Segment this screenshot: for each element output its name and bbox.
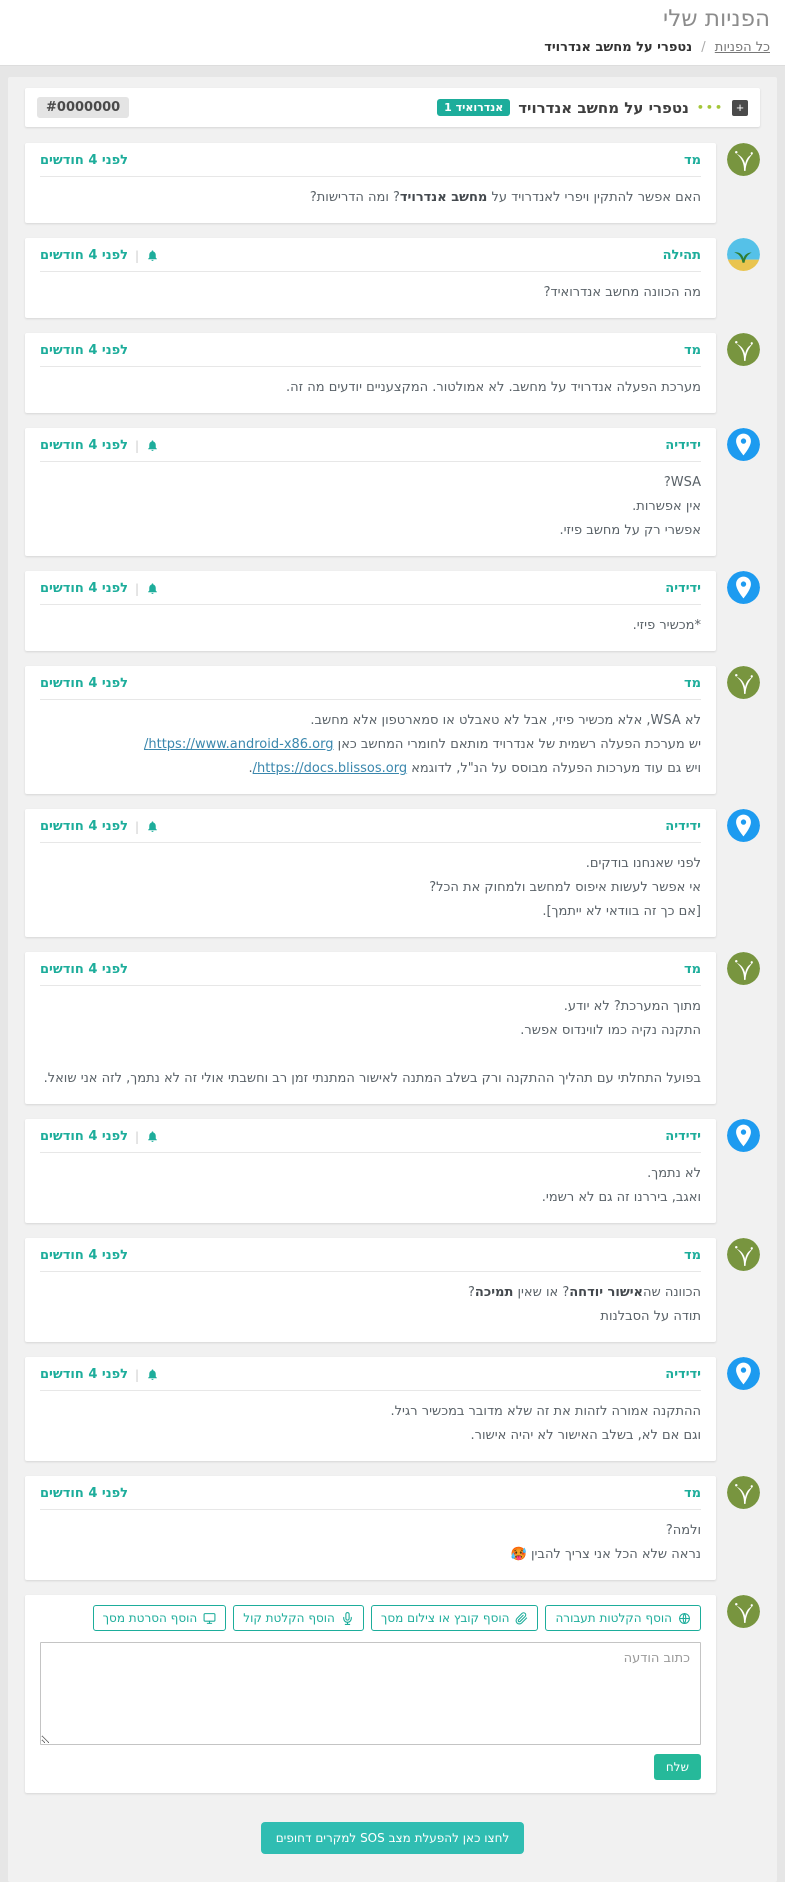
message-card [25, 333, 716, 413]
message-line [40, 1019, 701, 1043]
message-card [25, 238, 716, 318]
attach-button[interactable] [545, 1605, 701, 1631]
breadcrumb [15, 40, 770, 55]
attach-button-label: הוסף הקלטות תעבורה [555, 1611, 672, 1625]
message-row [25, 952, 760, 1104]
reply-form [25, 1595, 716, 1793]
pin-avatar [727, 428, 760, 461]
message-text: מתוך המערכת? לא יודע. [563, 999, 701, 1014]
attach-button[interactable] [93, 1605, 227, 1631]
message-line [40, 519, 701, 543]
message-text: נראה שלא הכל אני צריך להבין 🥵 [510, 1547, 701, 1562]
message-timestamp: לפני 4 חודשים [40, 343, 129, 358]
message-card [25, 571, 716, 651]
message-list [24, 143, 761, 1580]
plant-avatar [727, 333, 760, 366]
message-author: מד [683, 343, 701, 358]
message-timestamp: לפני 4 חודשים [40, 438, 129, 453]
message-text: לא נתמך. [647, 1166, 701, 1181]
message-row [25, 666, 760, 794]
message-author: מד [683, 676, 701, 691]
card-divider [40, 1271, 701, 1272]
message-timestamp: לפני 4 חודשים [40, 1129, 129, 1144]
message-text: . [248, 761, 253, 776]
message-line [40, 614, 701, 638]
message-line [40, 852, 701, 876]
sos-button[interactable]: לחצו כאן להפעלת מצב SOS למקרים דחופים [261, 1822, 525, 1854]
breadcrumb-separator: / [701, 40, 706, 55]
message-line [40, 495, 701, 519]
message-text: אפשרי רק על מחשב פיזי. [559, 523, 701, 538]
message-line [40, 1424, 701, 1448]
message-text: ? או שאין [513, 1285, 570, 1300]
message-row [25, 1476, 760, 1580]
page-header [0, 0, 785, 66]
message-card [25, 666, 716, 794]
card-divider [40, 176, 701, 177]
message-body [40, 1281, 701, 1329]
message-body [40, 186, 701, 210]
sos-area [24, 1808, 761, 1864]
message-row [25, 1357, 760, 1461]
message-author: ידידיה [665, 1367, 701, 1382]
message-timestamp: לפני 4 חודשים [40, 581, 129, 596]
message-body [40, 852, 701, 924]
message-text: ויש גם עוד מערכות הפעלה מבוסס על הנ"ל, לדוגמא [407, 761, 701, 776]
message-body [40, 709, 701, 781]
message-timestamp: לפני 4 חודשים [40, 153, 129, 168]
plant-avatar [727, 952, 760, 985]
message-line [40, 1162, 701, 1186]
pin-avatar [727, 1119, 760, 1152]
message-text: WSA? [663, 475, 701, 490]
message-text: אין אפשרות. [632, 499, 701, 514]
message-body [40, 614, 701, 638]
message-body [40, 471, 701, 543]
message-text: בפועל התחלתי עם תהליך ההתקנה ורק בשלב המתנה לאישור המתנתי זמן רב וחשבתי אולי זה לא נתמך, לזה אני שואל. [43, 1071, 701, 1086]
message-text: התקנה נקיה כמו לווינדוס אפשר. [520, 1023, 701, 1038]
pin-avatar [727, 571, 760, 604]
message-text: האם אפשר להתקין ויפרי לאנדרויד על [487, 190, 701, 205]
globe-icon [678, 1612, 691, 1625]
message-author: תהילה [662, 248, 701, 263]
meta-separator: | [135, 819, 140, 834]
attach-button-label: הוסף הסרטת מסך [102, 1611, 198, 1625]
message-line [40, 1186, 701, 1210]
bell-icon[interactable] [146, 1130, 159, 1143]
message-text-bold: מחשב אנדרויד [399, 190, 488, 205]
message-text: [אם כך זה בוודאי לא ייתמך]. [542, 904, 701, 919]
plant-avatar [727, 666, 760, 699]
breadcrumb-all-link[interactable]: כל הפניות [714, 40, 770, 55]
meta-separator: | [135, 438, 140, 453]
meta-separator: | [135, 581, 140, 596]
message-text: ? [468, 1285, 475, 1300]
meta-separator: | [135, 1129, 140, 1144]
attach-button[interactable] [371, 1605, 539, 1631]
thread-title: נטפרי על מחשב אנדרויד [518, 98, 689, 117]
message-line [40, 709, 701, 733]
breadcrumb-current: נטפרי על מחשב אנדרויד [544, 40, 693, 55]
message-author: מד [683, 1248, 701, 1263]
message-timestamp: לפני 4 חודשים [40, 1248, 129, 1263]
message-text: מה הכוונה מחשב אנדרואיד? [543, 285, 701, 300]
message-card [25, 952, 716, 1104]
message-text: אי אפשר לעשות איפוס למחשב ולמחוק את הכל? [429, 880, 701, 895]
thread-panel [8, 77, 777, 1882]
message-line [40, 757, 701, 781]
message-row [25, 143, 760, 223]
message-row [25, 1238, 760, 1342]
message-text-bold: תמיכה [474, 1285, 514, 1300]
message-text: ? ומה הדרישות? [309, 190, 400, 205]
message-line [40, 281, 701, 305]
message-body [40, 281, 701, 305]
message-line [40, 471, 701, 495]
message-text: וגם אם לא, בשלב האישור לא יהיה אישור. [470, 1428, 701, 1443]
message-author: מד [683, 1486, 701, 1501]
message-body [40, 995, 701, 1091]
card-divider [40, 1509, 701, 1510]
monitor-icon [203, 1612, 216, 1625]
message-card [25, 1476, 716, 1580]
message-input[interactable] [40, 1642, 701, 1745]
landscape-avatar [727, 238, 760, 271]
thread-id-badge: #0000000 [37, 97, 129, 118]
card-divider [40, 1152, 701, 1153]
message-card [25, 1119, 716, 1223]
message-body [40, 1400, 701, 1448]
message-author: מד [683, 962, 701, 977]
message-card [25, 809, 716, 937]
message-text: ההתקנה אמורה לזהות את זה שלא מדובר במכשיר רגיל. [390, 1404, 701, 1419]
message-line [40, 995, 701, 1019]
message-line [40, 1543, 701, 1567]
message-text-bold: אישור יודחה [569, 1285, 643, 1300]
message-timestamp: לפני 4 חודשים [40, 819, 129, 834]
message-body [40, 376, 701, 400]
message-text: יש מערכת הפעלה רשמית של אנדרויד מותאם לחומרי המחשב כאן [333, 737, 701, 752]
message-timestamp: לפני 4 חודשים [40, 676, 129, 691]
thread-category-badge: אנדרואיד 1 [437, 99, 510, 116]
message-line [40, 1281, 701, 1305]
message-line [40, 1519, 701, 1543]
pin-avatar [727, 809, 760, 842]
bell-icon[interactable] [146, 249, 159, 262]
message-line [40, 1400, 701, 1424]
plant-avatar [727, 143, 760, 176]
message-card [25, 1357, 716, 1461]
paperclip-icon [515, 1612, 528, 1625]
message-row [25, 428, 760, 556]
card-divider [40, 699, 701, 700]
message-body [40, 1519, 701, 1567]
message-line [40, 733, 701, 757]
message-author: ידידיה [665, 438, 701, 453]
bell-icon[interactable] [146, 582, 159, 595]
message-text: מערכת הפעלה אנדרויד על מחשב. לא אמולטור. המקצעניים יודעים מה זה. [286, 380, 701, 395]
message-author: מד [683, 153, 701, 168]
card-divider [40, 461, 701, 462]
message-card [25, 428, 716, 556]
send-button[interactable]: שלח [654, 1754, 701, 1780]
bell-icon[interactable] [146, 820, 159, 833]
expand-thread-button[interactable] [732, 100, 748, 116]
plant-avatar [727, 1238, 760, 1271]
plus-icon: + [736, 99, 744, 115]
message-text: תודה על הסבלנות [600, 1309, 701, 1324]
message-timestamp: לפני 4 חודשים [40, 962, 129, 977]
status-dots-icon[interactable]: ••• [696, 101, 724, 114]
message-body [40, 1162, 701, 1210]
meta-separator: | [135, 1367, 140, 1382]
message-line [40, 900, 701, 924]
message-line [40, 186, 701, 210]
attach-button[interactable] [233, 1605, 364, 1631]
message-text: ולמה? [665, 1523, 701, 1538]
card-divider [40, 366, 701, 367]
message-link[interactable]: https://docs.blissos.org/ [252, 761, 408, 776]
message-line [40, 1305, 701, 1329]
message-row [25, 238, 760, 318]
message-row [25, 809, 760, 937]
message-text: לא WSA, אלא מכשיר פיזי, אבל לא טאבלט או סמארטפון אלא מחשב. [310, 713, 701, 728]
plant-avatar [727, 1595, 760, 1628]
message-link[interactable]: https://www.android-x86.org/ [143, 737, 334, 752]
microphone-icon [341, 1612, 354, 1625]
message-row [25, 1119, 760, 1223]
message-row [25, 571, 760, 651]
page-title: הפניות שלי [663, 6, 770, 32]
pin-avatar [727, 1357, 760, 1390]
bell-icon[interactable] [146, 439, 159, 452]
message-timestamp: לפני 4 חודשים [40, 1367, 129, 1382]
plant-avatar [727, 1476, 760, 1509]
message-line [40, 1067, 701, 1091]
card-divider [40, 271, 701, 272]
message-text: *מכשיר פיזי. [632, 618, 701, 633]
attach-button-label: הוסף קובץ או צילום מסך [380, 1611, 510, 1625]
meta-separator: | [135, 248, 140, 263]
card-divider [40, 1390, 701, 1391]
message-timestamp: לפני 4 חודשים [40, 248, 129, 263]
bell-icon[interactable] [146, 1368, 159, 1381]
message-line [40, 376, 701, 400]
message-author: ידידיה [665, 819, 701, 834]
message-line [40, 1043, 701, 1067]
reply-row [25, 1595, 760, 1793]
message-author: ידידיה [665, 1129, 701, 1144]
message-card [25, 143, 716, 223]
card-divider [40, 604, 701, 605]
message-author: ידידיה [665, 581, 701, 596]
content-background [0, 66, 785, 1882]
message-timestamp: לפני 4 חודשים [40, 1486, 129, 1501]
message-card [25, 1238, 716, 1342]
message-text: לפני שאנחנו בודקים. [585, 856, 701, 871]
message-text: הכוונה שה [643, 1285, 701, 1300]
thread-header-card [25, 88, 760, 127]
card-divider [40, 842, 701, 843]
message-row [25, 333, 760, 413]
attach-button-label: הוסף הקלטת קול [243, 1611, 335, 1625]
message-line [40, 876, 701, 900]
card-divider [40, 985, 701, 986]
message-text: ואגב, ביררנו זה גם לא רשמי. [541, 1190, 701, 1205]
